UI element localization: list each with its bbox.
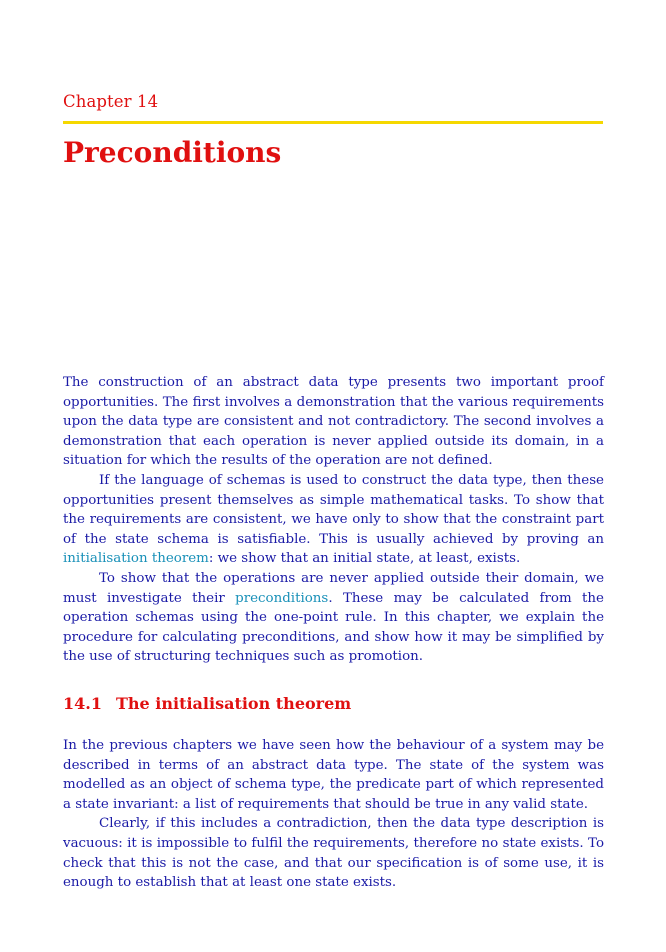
intro-paragraph-3 — [63, 569, 604, 667]
intro-p3-text-end: . These may be calculated from the operation schemas using the one-point rule. In this chapter, we explain the procedure for calculating preconditions, and show how it may be simplified by the use of structuring techniques such as promotion. — [63, 590, 604, 665]
chapter-label: Chapter 14 — [63, 92, 159, 111]
intro-p3-text: To show that the operations are never applied outside their domain, we must investigate their — [63, 570, 604, 606]
intro-paragraph-2 — [63, 471, 604, 569]
section-heading — [63, 694, 351, 713]
chapter-title: Preconditions — [63, 136, 282, 169]
intro-p2-text-end: : we show that an initial state, at least, exists. — [208, 551, 521, 567]
intro-text — [63, 373, 604, 667]
section-paragraph-2: Clearly, if this includes a contradiction, then the data type description is vacuous: it is impossible to fulfil the requirements, therefore no state exists. To check that this is not the case, and that our specification is of some use, it is enough to establish that at least one state exists. — [63, 816, 604, 891]
initialisation-theorem-link[interactable]: initialisation theorem — [63, 551, 209, 567]
intro-p2-text: If the language of schemas is used to construct the data type, then these opportunities present themselves as simple mathematical tasks. To show that the requirements are consistent, we have only to show that the constraint part of the state schema is satisfiable. This is usually achieved by proving an — [63, 472, 604, 547]
section-text — [63, 736, 604, 893]
section-title: The initialisation theorem — [116, 694, 352, 713]
preconditions-link[interactable]: preconditions — [235, 590, 329, 606]
intro-paragraph-1: The construction of an abstract data type presents two important proof opportunities. The first involves a demonstration that the various requirements upon the data type are consistent and not contradictory. The second involves a demonstration that each operation is never applied outside its domain, in a situation for which the results of the operation are not defined. — [63, 375, 604, 469]
section-number: 14.1 — [63, 694, 102, 713]
chapter-rule — [63, 121, 603, 124]
section-paragraph-1: In the previous chapters we have seen how the behaviour of a system may be described in terms of an abstract data type. The state of the system was modelled as an object of schema type, the predicate part of which represented a state invariant: a list of requirements that should be true in any valid state. — [63, 738, 604, 812]
